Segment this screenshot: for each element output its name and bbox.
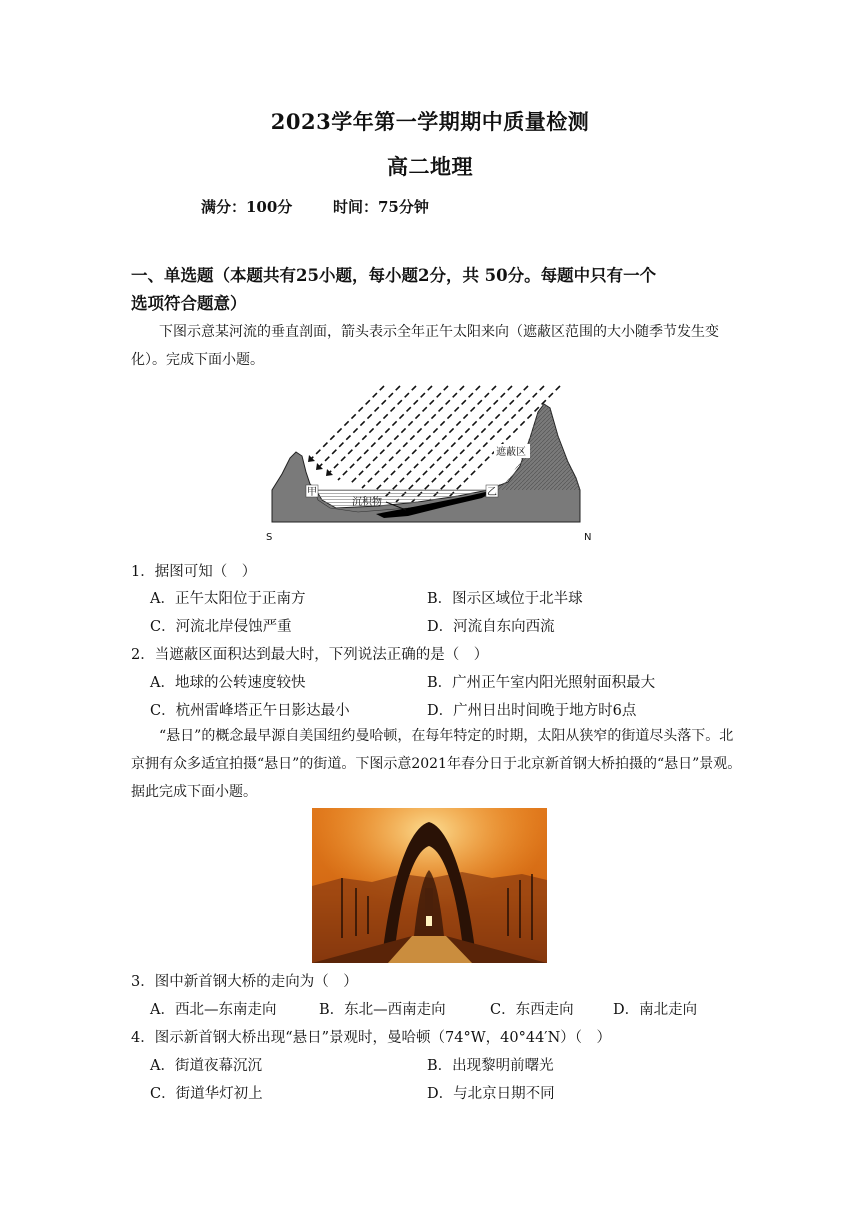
q4-option-b: B．出现黎明前曙光 [427, 1058, 554, 1074]
q4-option-c: C．街道华灯初上 [150, 1086, 263, 1102]
intro-paragraph-1: 下图示意某河流的垂直剖面，箭头表示全年正午太阳来向（遮蔽区范围的大小随季节发生变化）。完成下面小题。 [131, 324, 719, 368]
bridge-sunset-photo [312, 808, 547, 963]
label-sediment: 沉积物 [352, 497, 382, 508]
question-2-stem: 2．当遮蔽区面积达到最大时，下列说法正确的是（ ） [131, 647, 489, 663]
q1-option-b: B．图示区域位于北半球 [427, 591, 583, 607]
q1-option-a: A．正午太阳位于正南方 [150, 591, 306, 607]
question-4-stem: 4．图示新首钢大桥出现“悬日”景观时，曼哈顿（74°W，40°44′N）（ ） [131, 1030, 612, 1046]
question-3-stem: 3．图中新首钢大桥的走向为（ ） [131, 974, 358, 990]
question-1-stem: 1．据图可知（ ） [131, 564, 257, 580]
q2-option-a: A．地球的公转速度较快 [150, 675, 306, 691]
q2-option-c: C．杭州雷峰塔正午日影达最小 [150, 703, 350, 719]
label-jia: 甲 [307, 487, 317, 498]
q4-option-d: D．与北京日期不同 [427, 1086, 555, 1102]
river-profile-diagram [258, 378, 603, 546]
q3-option-c: C．东西走向 [490, 1002, 574, 1018]
subject-title: 高二地理 [387, 154, 473, 179]
label-yi: 乙 [487, 487, 497, 498]
full-score: 满分：100分 [201, 198, 293, 216]
q1-option-d: D．河流自东向西流 [427, 619, 555, 635]
q3-option-d: D．南北走向 [613, 1002, 698, 1018]
q2-option-d: D．广州日出时间晚于地方时6点 [427, 703, 637, 719]
intro-paragraph-2: “悬日”的概念最早源自美国纽约曼哈顿，在每年特定的时期，太阳从狭窄的街道尽头落下。北京拥有众多适宜拍摄“悬日”的街道。下图示意2021年春分日于北京新首钢大桥拍摄的“悬日”景观。据此完成下面小题。 [131, 728, 742, 800]
label-south: S [266, 532, 273, 543]
exam-time: 时间：75分钟 [333, 198, 429, 216]
q3-option-a: A．西北—东南走向 [150, 1002, 277, 1018]
q3-option-b: B．东北—西南走向 [319, 1002, 446, 1018]
label-north: N [584, 532, 592, 543]
q2-option-b: B．广州正午室内阳光照射面积最大 [427, 675, 656, 691]
exam-title: 2023学年第一学期期中质量检测 [270, 109, 590, 134]
q4-option-a: A．街道夜幕沉沉 [150, 1058, 262, 1074]
q1-option-c: C．河流北岸侵蚀严重 [150, 619, 292, 635]
label-shade: 遮蔽区 [496, 447, 526, 458]
section-heading-line1: 一、单选题（本题共有25小题，每小题2分，共 50分。每题中只有一个 [131, 266, 657, 285]
section-heading-line2: 选项符合题意） [131, 294, 247, 313]
